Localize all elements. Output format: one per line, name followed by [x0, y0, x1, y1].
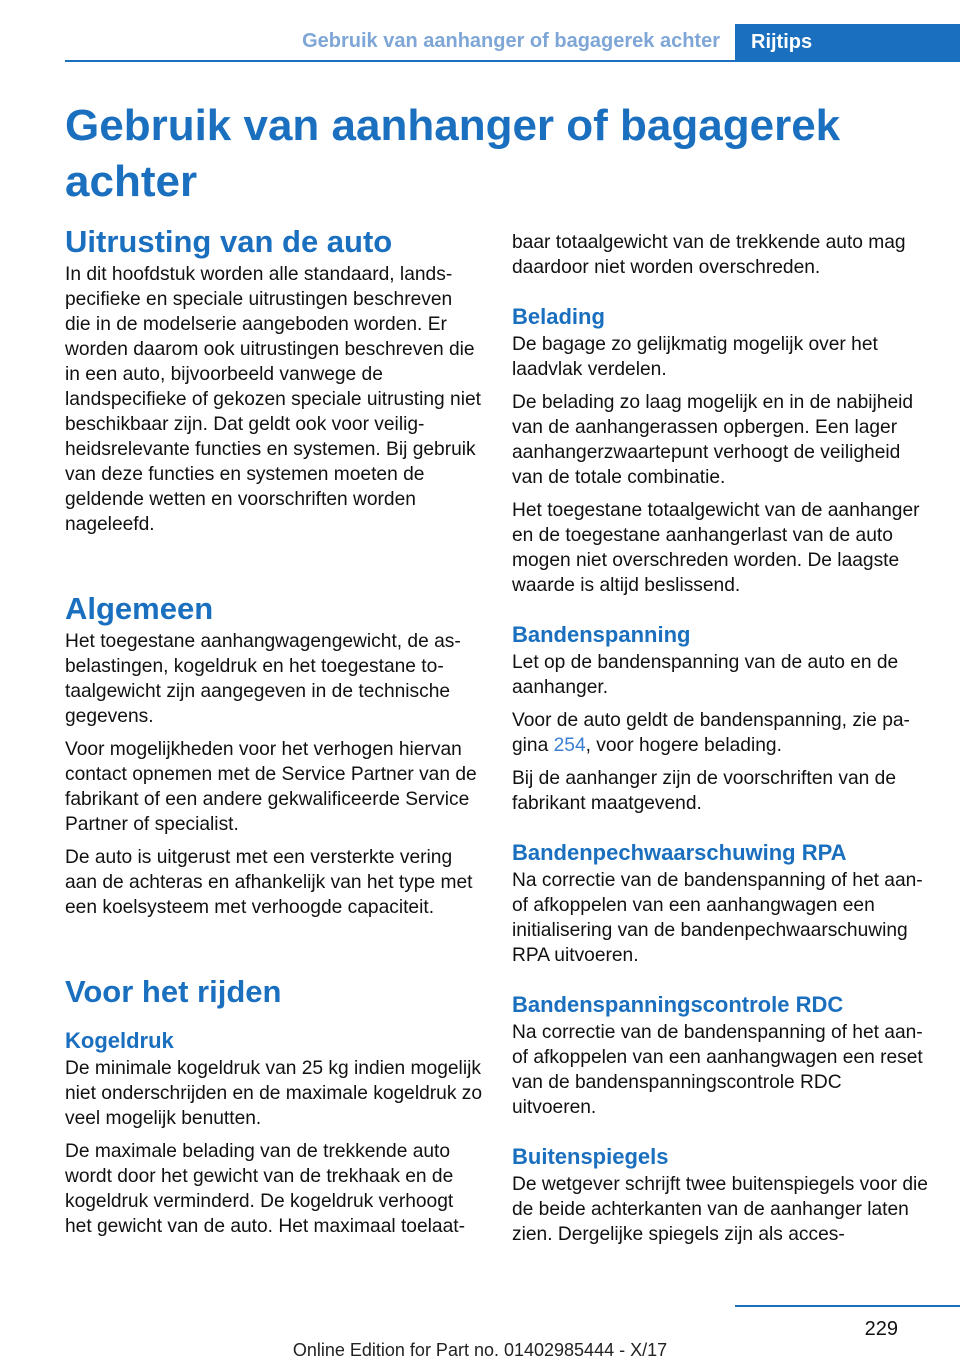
header-section-title: Gebruik van aanhanger of bagagerek achter [302, 30, 720, 52]
paragraph-bandenspanning-2-post: , voor hogere belading. [585, 735, 782, 756]
paragraph-kogeldruk-1: De minimale kogeldruk van 25 kg indien mogelijk niet onderschrijden en de maximale kogeldruk zo veel mogelijk benutten. [65, 1058, 483, 1129]
heading-rpa: Bandenpechwaarschuwing RPA [512, 840, 847, 865]
right-column [512, 230, 930, 1255]
heading-belading: Belading [512, 304, 605, 329]
heading-buitenspiegels: Buitenspiegels [512, 1144, 669, 1169]
heading-rdc: Bandenspanningscontrole RDC [512, 992, 844, 1017]
page-number: 229 [864, 1318, 898, 1340]
heading-bandenspanning: Bandenspanning [512, 622, 691, 647]
heading-algemeen: Algemeen [65, 591, 214, 626]
paragraph-bandenspanning-2 [512, 708, 930, 758]
paragraph-bandenspanning-3: Bij de aanhanger zijn de voorschriften van de fabrikant maatgevend. [512, 768, 896, 814]
footer-edition-text: Online Edition for Part no. 01402985444 - X/17 [292, 1340, 668, 1360]
footer-divider [735, 1305, 960, 1307]
paragraph-algemeen-2: Voor mogelijkheden voor het verhogen hiervan contact opnemen met de Service Partner van de fabrikant of een andere gekwalificeerde Service Partner of specialist. [65, 739, 477, 835]
paragraph-algemeen-1: Het toegestane aanhangwagengewicht, de asbelastingen, kogeldruk en het toegestane totaalgewicht zijn aangegeven in de technische gegevens. [65, 631, 461, 727]
page-reference-link[interactable]: 254 [553, 735, 586, 756]
paragraph-belading-1: De bagage zo gelijkmatig mogelijk over het laadvlak verdelen. [512, 334, 878, 380]
paragraph-kogeldruk-2: De maximale belading van de trekkende auto wordt door het gewicht van de trekhaak en de kogeldruk verminderd. De kogeldruk verhoogt het gewicht van de auto. Het maximaal toelaat- [65, 1141, 465, 1237]
paragraph-continued: baar totaalgewicht van de trekkende auto mag daardoor niet worden overschreden. [512, 232, 906, 278]
paragraph-belading-3: Het toegestane totaalgewicht van de aanhanger en de toegestane aanhangerlast van de auto mogen niet overschreden worden. De laagste waarde is altijd beslissend. [512, 500, 920, 596]
paragraph-buitenspiegels: De wetgever schrijft twee buitenspiegels voor die de beide achterkanten van de aanhanger laten zien. Dergelijke spiegels zijn als acces- [512, 1174, 928, 1245]
header-chapter-tab: Rijtips [735, 24, 960, 60]
paragraph-bandenspanning-1: Let op de bandenspanning van de auto en de aanhanger. [512, 652, 899, 698]
paragraph-algemeen-3: De auto is uitgerust met een versterkte vering aan de achteras en afhankelijk van het type met een koelsysteem met verhoogde capaciteit. [65, 847, 473, 918]
left-column [65, 222, 483, 1247]
paragraph-belading-2: De belading zo laag mogelijk en in de nabijheid van de aanhangerassen opbergen. Een lager aanhangerzwaartepunt verhoogt de veiligheid van de totale combinatie. [512, 392, 914, 488]
heading-voor-het-rijden: Voor het rijden [65, 974, 282, 1009]
page-title: Gebruik van aanhanger of bagagerek achter [65, 101, 841, 206]
heading-kogeldruk: Kogeldruk [65, 1028, 174, 1053]
heading-uitrusting: Uitrusting van de auto [65, 224, 393, 259]
paragraph-rpa: Na correctie van de bandenspanning of het aan- of afkoppelen van een aanhangwagen een initialisering van de bandenpechwaarschuwing RPA uitvoeren. [512, 870, 923, 966]
paragraph-uitrusting: In dit hoofdstuk worden alle standaard, landspecifieke en speciale uitrustingen beschreven die in de modelserie aangeboden worden. Er worden daarom ook uitrustingen beschreven die in een auto, bijvoorbeeld vanwege de landspecifieke of gekozen speciale uitrusting niet beschikbaar zijn. Dat geldt ook voor veiligheidsrelevante functies en systemen. Bij gebruik van deze functies en systemen moeten de geldende wetten en voorschriften worden nageleefd. [65, 264, 481, 535]
paragraph-rdc: Na correctie van de bandenspanning of het aan- of afkoppelen van een aanhangwagen een reset van de bandenspanningscontrole RDC uitvoeren. [512, 1022, 923, 1118]
paragraph-bandenspanning-2-pre: Voor de auto geldt de bandenspanning, zie pagina [512, 710, 910, 756]
page-header [65, 24, 960, 62]
